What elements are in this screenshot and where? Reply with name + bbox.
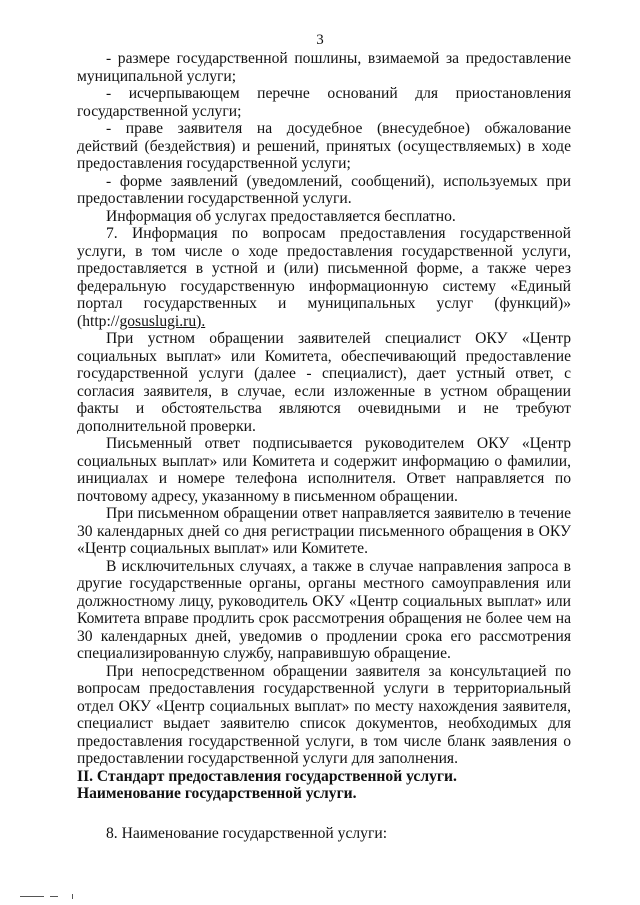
portal-link[interactable]: gosuslugi.ru). — [119, 312, 206, 330]
scan-marks — [20, 893, 100, 899]
paragraph-direct-consultation: При непосредственном обращении заявителя за консультацией по вопросам предоставления государственной услуги в территориальный отдел ОКУ «Центр социальных выплат» по месту нахождения заявителя, специалист выдает заявителю список документов, необходимых для предоставления государственной услуги, в том числе бланк заявления о предоставлении государственной услуги для заполнения. — [77, 662, 571, 767]
section-heading: II. Стандарт предоставления государственной услуги. — [77, 767, 457, 785]
paragraph-item-7 — [77, 225, 571, 330]
paragraph-fee: - размере государственной пошлины, взимаемой за предоставление муниципальной услуги; — [77, 50, 571, 85]
paragraph-exceptional-cases: В исключительных случаях, а также в случае направления запроса в другие государственные органы, органы местного самоуправления или должностному лицу, руководитель ОКУ «Центр социальных выплат» или Комитета вправе продлить срок рассмотрения обращения не более чем на 30 календарных дней, уведомив о продлении срока его рассмотрения специализированную службу, направившую обращение. — [77, 557, 571, 662]
paragraph-written-answer: Письменный ответ подписывается руководителем ОКУ «Центр социальных выплат» или Комитета и содержит информацию о фамилии, инициалах и номере телефона исполнителя. Ответ направляется по почтовому адресу, указанному в письменном обращении. — [77, 435, 571, 505]
page-number: 3 — [316, 32, 324, 48]
paragraph-application-forms: - форме заявлений (уведомлений, сообщений), используемых при предоставлении государственной услуги. — [77, 172, 571, 207]
paragraph-appeal-right: - праве заявителя на досудебное (внесудебное) обжалование действий (бездействия) и решений, принятых (осуществляемых) в ходе предоставления государственной услуги; — [77, 120, 571, 172]
paragraph-item-7-text: 7. Информация по вопросам предоставления государственной услуги, в том числе о ходе предоставления государственной услуги, предоставляется в устной и (или) письменной форме, а также через федеральную государственную информационную систему «Единый портал государственных и муниципальных услуг (функций)» (http:// — [77, 225, 571, 330]
paragraph-oral-request: При устном обращении заявителей специалист ОКУ «Центр социальных выплат» или Комитета, обеспечивающий предоставление государственной услуги (далее - специалист), дает устный ответ, с согласия заявителя, в случае, если изложенные в устном обращении факты и обстоятельства являются очевидными и не требуют дополнительной проверки. — [77, 330, 571, 435]
paragraph-suspension-grounds: - исчерпывающем перечне оснований для приостановления государственной услуги; — [77, 85, 571, 120]
paragraph-free-info: Информация об услугах предоставляется бесплатно. — [106, 207, 456, 225]
subheading: Наименование государственной услуги. — [77, 785, 357, 802]
paragraph-written-request: При письменном обращении ответ направляется заявителю в течение 30 календарных дней со дня регистрации письменного обращения в ОКУ «Центр социальных выплат» или Комитете. — [77, 505, 571, 557]
document-body — [77, 50, 571, 842]
paragraph-item-8: 8. Наименование государственной услуги: — [106, 824, 388, 842]
